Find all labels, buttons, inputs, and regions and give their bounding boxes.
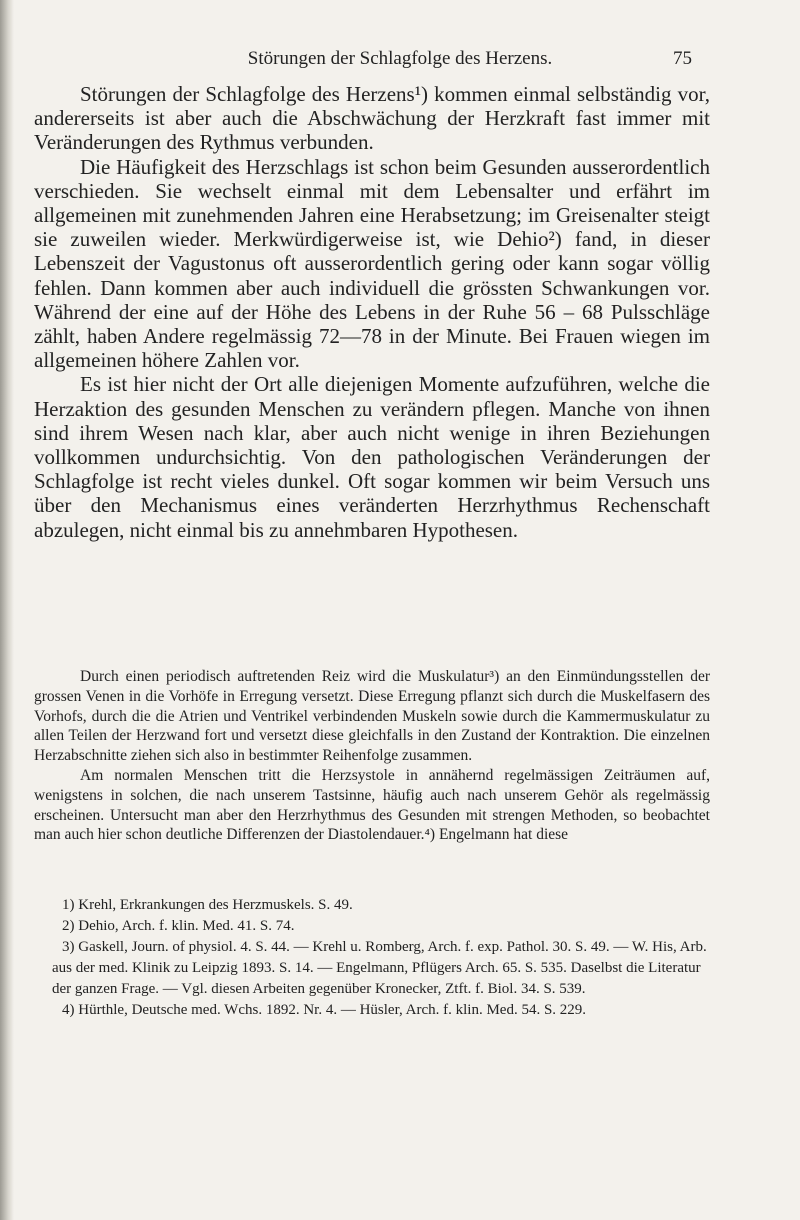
footnotes [34,895,710,1021]
binding-shadow [0,0,14,1220]
footnote: 1) Krehl, Erkrankungen des Herzmuskels. S. 49. [62,897,353,913]
small-print-text [34,667,710,845]
page-number: 75 [673,48,692,69]
running-title: Störungen der Schlagfolge des Herzens. [247,48,553,69]
paragraph: Es ist hier nicht der Ort alle diejenigen Momente aufzuführen, welche die Herzaktion des gesunden Menschen zu verändern pflegen. Manche von ihnen sind ihrem Wesen nach klar, aber auch nicht wenige in ihren Beziehungen vollkommen undurchsichtig. Von den pathologischen Veränderungen der Schlagfolge ist recht vieles dunkel. Oft sogar kommen wir beim Versuch uns über den Mechanismus eines veränderten Herzrhythmus Rechenschaft abzulegen, nicht einmal bis zu annehmbaren Hypothesen. [34,372,710,542]
page-header [0,48,800,72]
paragraph: Die Häufigkeit des Herzschlags ist schon beim Gesunden ausserordentlich verschieden. Sie wechselt einmal mit dem Lebensalter und erfährt im allgemeinen mit zunehmenden Jahren eine Herabsetzung; im Greisenalter steigt sie zuweilen wieder. Merkwürdigerweise ist, wie Dehio²) fand, in dieser Lebenszeit der Vagustonus oft ausserordentlich gering oder kann sogar völlig fehlen. Dann kommen aber auch individuell die grössten Schwankungen vor. Während der eine auf der Höhe des Lebens in der Ruhe 56 – 68 Pulsschläge zählt, haben Andere regelmässig 72—78 in der Minute. Bei Frauen wiegen im allgemeinen höhere Zahlen vor. [34,154,710,373]
footnote: 2) Dehio, Arch. f. klin. Med. 41. S. 74. [62,918,295,934]
small-paragraph: Am normalen Menschen tritt die Herzsystole in annähernd regelmässigen Zeiträumen auf, wenigstens in solchen, die nach unserem Tastsinne, häufig auch nach unserem Gehör als regelmässig erscheinen. Untersucht man aber den Herzrhythmus des Gesunden mit strengen Methoden, so beobachtet man auch hier schon deutliche Differenzen der Diastolendauer.⁴) Engelmann hat diese [34,766,710,844]
small-paragraph: Durch einen periodisch auftretenden Reiz wird die Muskulatur³) an den Einmündungsstellen der grossen Venen in die Vorhöfe in Erregung versetzt. Diese Erregung pflanzt sich durch die Muskelfasern des Vorhofs, durch die die Atrien und Ventrikel verbindenden Muskeln sowie durch die Kammermuskulatur zu allen Teilen der Herzwand fort und versetzt diese gleichfalls in den Zustand der Kontraktion. Die einzelnen Herzabschnitte ziehen sich also in bestimmter Reihenfolge zusammen. [34,668,710,765]
footnote: 4) Hürthle, Deutsche med. Wchs. 1892. Nr. 4. — Hüsler, Arch. f. klin. Med. 54. S. 229. [62,1002,587,1018]
main-text [34,82,710,542]
footnote: 3) Gaskell, Journ. of physiol. 4. S. 44. — Krehl u. Romberg, Arch. f. exp. Pathol. 30. S. 49. — W. His, Arb. aus der med. Klinik zu Leipzig 1893. S. 14. — Engelmann, Pflügers Arch. 65. S. 535. Daselbst die Literatur der ganzen Frage. — Vgl. diesen Arbeiten gegenüber Kronecker, Ztft. f. Biol. 34. S. 539. [52,939,707,997]
paragraph: Störungen der Schlagfolge des Herzens¹) kommen einmal selbständig vor, andererseits ist aber auch die Abschwächung der Herzkraft fast immer mit Veränderungen des Rythmus verbunden. [34,82,710,155]
